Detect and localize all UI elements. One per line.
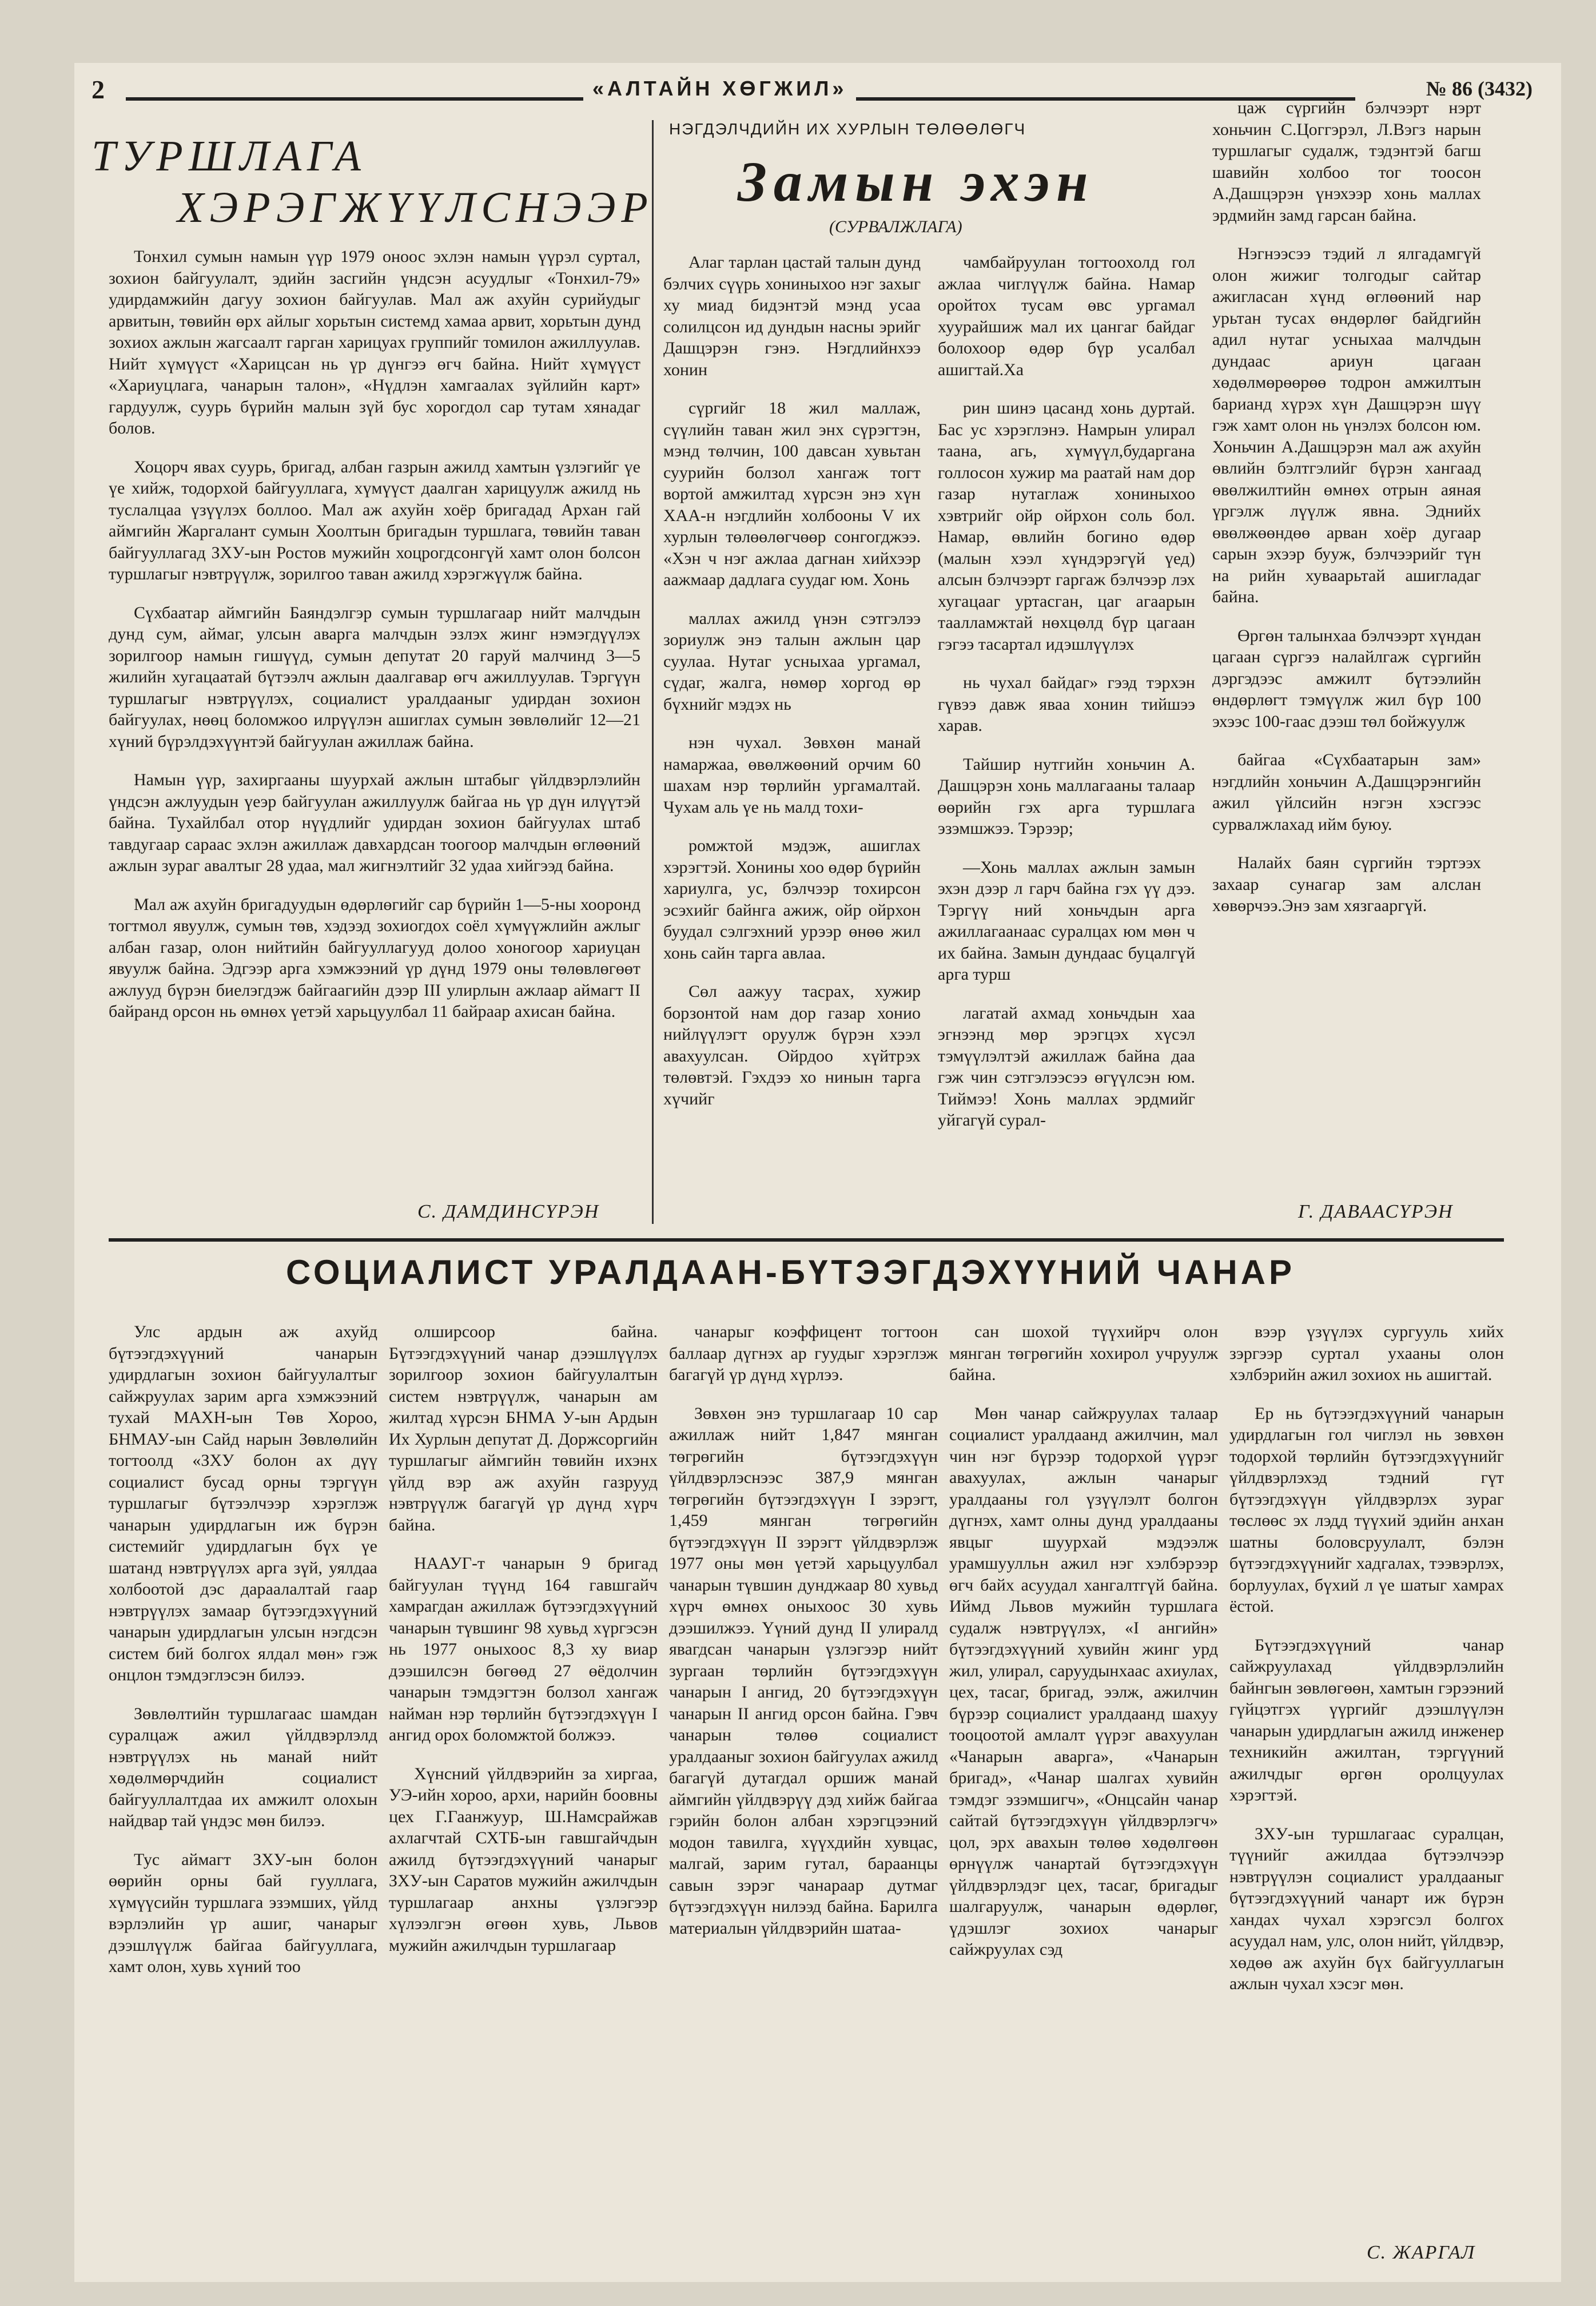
article2-paragraph: нь чухал байдаг» гээд тэрхэн гүвээ давж яваа хонин тийшээ харав. <box>938 673 1195 735</box>
article1-paragraph: Тонхил сумын намын үүр 1979 оноос эхлэн намын үүрэл суртал, зохион байгуулалт, эдийн засгийн үндсэн асуудлыг «Тонхил-79» удирдамжийн дагуу зохион байгуулав. Мал аж ахуйн сурийудыг арвитын, төвийн өрх айлыг хорьтын системд хамаа арвит, хорьтын дунд зохиох ажлын жагсаалт гарган харицуах группийг томилон ажиллуулав. Нийт хүмүүст «Харицсан нь үр дүнгээ өгч байна. Нийт хүмүүст «Хариуцлага, чанарын талон», «Нүдлэн хамгаалах зүйлийн карт» гардуулж, суурь бүрийн малын зүй бус хорогдол сар тутам хянадаг болов. <box>109 247 640 438</box>
article2-paragraph: маллах ажилд үнэн сэтгэлээ зориулж энэ талын ажлын цар суулаа. Нутаг усныхаа ургамал, сүдаг, жалга, нөмөр хоргод өр бүхнийг мэдэх нь <box>663 609 921 714</box>
article2-paragraph: Нэгнээсээ тэдий л ялгадамгүй олон жижиг толгодыг сайтар ажигласан хүнд өглөөний нар урьтан тусах өндөрлөг байдгийн адил нутаг усныхаа малчдын дундаас ариун цагаан хөдөлмөрөөрөө тодрон амжилтын барианд хүрэх хүн Дашцэрэн шүү гэж хамт олон нь үнэлэх болсон юм. Хоньчин А.Дашцэрэн мал аж ахуйн өвлийн бэлтгэлийг бүрэн хангаад өвөлжилтийн өмнөх отрын аяная үргэлж лүүлж явна. Эднийх өвөлжөөндөө арван хоёр дугаар сарын эхээр бууж, бэлчээрийг түн на рийн хуваарьтай ашигладаг байна. <box>1212 244 1481 606</box>
article2-paragraph: рин шинэ цасанд хонь дуртай. Бас ус хэрэглэнэ. Намрын улирал таана, агь, хүмүүл,бударгана голлосон хужир ма раатай нам дор газар нутаглаж хониныхоо хэвтрийг ойр ойрхон соль бол. Намар, өвлийн богино өдөр (малын хээл хүндэрэгүй үед) алсын бэлчээрт гаргаж бэлчээр лэх хугацааг уртасган, цаг агаарын таалламжтай нөхцөлд бүр цагаан гэгээ тасартал идэшлүүлэх <box>938 399 1195 654</box>
article3-paragraph: НААУГ-т чанарын 9 бригад байгуулан түүнд 164 гавшгайч хамрагдан ажиллаж бүтээгдэхүүний чанарын түвшинг 98 хувьд хүргэсэн нь 1977 оныхоос 8,3 ху виар дээшилсэн бөгөөд 27 өёдолчин чанарын тэмдэгтэн болзол хангаж найман нэр төрлийн бүтээгдэхүүн I ангид орох боломжтой болжээ. <box>389 1554 658 1744</box>
article2-column-2 <box>938 252 1195 1148</box>
article3-paragraph: олширсоор байна. Бүтээгдэхүүний чанар дээшлүүлэх зорилгоор зохион байгуулалтын систем нэвтрүүлж, чанарын ам жилтад хүрсэн БНМА У-ын Ардын Их Хурлын депутат Д. Доржсоргийн туршлагыг аймгийн төвийн ихэнх үйлд вэр аж ахуйн газрууд нэвтрүүлж багагүй үр дүнд хүрч байна. <box>389 1322 658 1534</box>
article3-paragraph: Мөн чанар сайжруулах талаар социалист уралдаанд ажилчин, мал чин нэг бүрээр тодорхой үүрэг авахуулах, ажлын чанарыг уралдааны гол үзүүлэлт болгон дүгнэх, хамт олны дунд уралдааны явцыг шуурхай мэдээлж урамшуулльн ажил нэг хэлбэрээр өгч байх асуудал хангалтгүй байна. Иймд Львов мужийн туршлага судалж нэвтрүүлэх, «I ангийн» бүтээгдэхүүний хувийн жинг урд жил, улирал, саруудынхаас ахиулах, цех, тасаг, бригад, ээлж, ажилчин бүрээр социалист уралдаанд шахуу тооцоотой амлалт үүрэг авахуулан «Чанарын аварга», «Чанарын бригад», «Чанар шалгах хувийн тэмдэг эзэмшигч», «Онцсайн чанар сайтай бүтээгдэхүүн үйлдвэрлэгч» цол, эрх авахын төлөө хөдөлгөөн өрнүүлж чанартай бүтээгдэхүүн үйлдвэрлэдэг цех, тасаг, бригадыг шалгаруулж, чанарын өдөрлөг, үдэшлэг зохиох чанарыг сайжруулах сэд <box>949 1404 1218 1959</box>
article3-paragraph: сан шохой түүхийрч олон мянган төгрөгийн хохирол учруулж байна. <box>949 1322 1218 1384</box>
article3-column-4 <box>949 1321 1218 1978</box>
article2-paragraph: чамбайруулан тогтоохолд гол ажлаа чиглүүлж байна. Намар оройтох тусам өвс ургамал хуурайшиж мал их цангаг байдаг болохоор өдөр бүр усалбал ашигтай.Ха <box>938 253 1195 379</box>
article2-paragraph: нэн чухал. Зөвхөн манай намаржаа, өвөлжөөний орчим 60 шахам нэр төрлийн ургамалтай. Чухам аль үе нь малд тохи- <box>663 733 921 817</box>
article2-kicker: НЭГДЭЛЧДИЙН ИХ ХУРЛЫН ТӨЛӨӨЛӨГЧ <box>669 120 1026 138</box>
article3-paragraph: Зөвлөлтийн туршлагаас шамдан суралцаж ажил үйлдвэрлэлд нэвтрүүлэх нь манай нийт хөдөлмөрчдийн социалист байгууллалтдаа их амжилт олохын найдвар тай үндэс мөн билээ. <box>109 1704 377 1830</box>
article1-paragraph: Хоцорч явах суурь, бригад, албан газрын ажилд хамтын үзлэгийг үе үе хийж, тодорхой байгууллага, хүмүүст даалган харицуулж ажилд нь туслалцаа үзүүлэх боллоо. Мал аж ахуйн хоёр бригадад Архан гай аймгийн Жаргалант сумын Хоолтын бригадын туршлага, төвийн таван байгууллагад ЗХУ-ын Ростов мужийн хоцрогдсонгүй хамт олон болсон туршлагыг нэвтрүүлж, зорилгоо таван ажилд хэрэгжүүлж байна. <box>109 457 640 583</box>
article3-paragraph: чанарыг коэффицент тогтоон баллаар дүгнэх ар гуудыг хэрэглэж багагүй үр дүнд хүрлээ. <box>669 1322 938 1384</box>
article3-paragraph: Тус аймагт ЗХУ-ын болон өөрийн орны бай гууллага, хүмүүсийн туршлага эзэмших, үйлд вэрлэлийн үр ашиг, чанарыг дээшлүүлж байгаа байгууллага, хамт олон, хувь хүний тоо <box>109 1850 377 1976</box>
article2-paragraph: лагатай ахмад хоньчдын хаа эгнээнд мөр эрэгцэх хүсэл тэмүүлэлтэй ажиллаж байна даа гэж чин сэтгэлээсээ өгүүлсэн юм. Тиймээ! Хонь маллах эрдмийг уйгагүй сурал- <box>938 1003 1195 1130</box>
article2-signature: Г. ДАВААСҮРЭН <box>1298 1201 1454 1222</box>
article3-paragraph: ЗХУ-ын туршлагаас суралцан, түүнийг ажилдаа бүтээлчээр нэвтрүүлэн социалист уралдааныг бүтээгдэхүүний чанарт иж бүрэн хандах чухал хэрэгсэл болгох асуудал нам, улс, олон нийт, үйлдвэр, хөдөө аж ахуйн бүх байгууллагын ажлын чухал хэсэг мөн. <box>1229 1824 1504 1993</box>
article3-paragraph: Улс ардын аж ахуйд бүтээгдэхүүний чанарын удирдлагын зохион байгуулалтыг сайжруулах зарим арга хэмжээний тухай МАХН-ын Төв Хороо, БНМАУ-ын Сайд нарын Зөвлөлийн тогтоолд «ЗХУ болон ах дүү социалист бусад орны тэргүүн туршлагыг бүтээлчээр хэрэглэж чанарын удирдлагын иж бүрэн системийг удирдлагын бүх үе шатанд нэвтрүүлэх арга зүй, уялдаа холбоотой дэс дараалалтай гаар нэвтрүүлэх замаар бүтээгдэхүүний чанарын удирдлагын улсын нэгдсэн систем бий болгох ялдал мөн» гэж онцлон тэмдэглэсэн билээ. <box>109 1322 377 1684</box>
article1-title-line1: ТУРШЛАГА <box>91 132 367 180</box>
article2-paragraph: байгаа «Сүхбаатарын зам» нэгдлийн хоньчин А.Дашцэрэнгийн ажил үйлсийн нэгэн хэсгээс сурвалжлахад ийм буюу. <box>1212 750 1481 834</box>
article3-column-5 <box>1229 1321 1504 2012</box>
article3-title: СОЦИАЛИСТ УРАЛДААН-БҮТЭЭГДЭХҮҮНИЙ ЧАНАР <box>286 1253 1295 1291</box>
article1-paragraph: Сүхбаатар аймгийн Баяндэлгэр сумын туршлагаар нийт малчдын дунд сум, аймаг, улсын аварга малчдын эзлэх жинг нэмэгдүүлэх зорилгоор намын гишүүд, сумын депутат 20 гаруй малчинд 3—5 жилийн хугацаатай бүтээлч ажлын даалгавар өгч ажиллуулав. Тэргүүн туршлагыг нэвтрүүлэх, социалист уралдааныг удирдан зохион байгуулах, нөөц боломжоо илрүүлэн ашиглах сумын зөвлөлийг 12—21 хүний бүрэлдэхүүнтэй байгуулан ажиллаж байна. <box>109 603 640 751</box>
article2-paragraph: Налайх баян сүргийн тэртээх захаар сунагар зам алслан хөвөрчээ.Энэ зам хязгааргүй. <box>1212 853 1481 915</box>
article1-paragraph: Намын үүр, захиргааны шуурхай ажлын штабыг үйлдвэрлэлийн үндсэн ажлуудын үеэр байгуулан ажиллуулж байгаа нь үр дүн илүүтэй байна. Тухайлбал отор нүүдлийг удирдан зохион байгуулах штаб тавдугаар сараас эхлэн ажиллаж давхардсан тоогоор малчдын өглөөний ажлын зураг авалтыг 28 удаа, мал жигнэлтийг 32 удаа хийгээд байна. <box>109 770 640 875</box>
page-number: 2 <box>91 75 105 104</box>
article3-paragraph: Зөвхөн энэ туршлагаар 10 сар ажиллаж нийт 1,847 мянган төгрөгийн бүтээгдэхүүн үйлдвэрлэснээс 387,9 мянган төгрөгийн бүтээгдэхүүн I зэрэгт, 1,459 мянган төгрөгийн бүтээгдэхүүн II зэрэгт үйлдвэрлэж 1977 оны мөн үетэй харьцуулбал чанарын түвшин дунджаар 80 хувьд хүрч өмнөх оныхоос 30 хувь дээшилжээ. Үүний дунд II улиралд явагдсан чанарын үзлэгээр нийт зургаан төрлийн бүтээгдэхүүн чанарын I ангид, 20 бүтээгдэхүүн чанарын II ангид орсон байна. Гэвч чанарын төлөө социалист уралдааныг зохион байгуулах ажилд багагүй дутагдал оршиж манай аймгийн үйлдвэрүү дэд хийж байгаа гэрийн болон албан хэрэгцээний модон тавилга, хүүхдийн хувцас, малгай, зарим гутал, бараанцы савын зэрэг чанараар дутмаг бүтээгдэхүүн нилээд байна. Барилга материалын үйлдвэрийн шатаа- <box>669 1404 938 1938</box>
article1-title-line2: ХЭРЭГЖҮҮЛСНЭЭР <box>177 184 654 232</box>
article3-paragraph: вээр үзүүлэх сургууль хийх зэргээр суртал ухааны олон хэлбэрийн ажил зохиох нь ашигтай. <box>1229 1322 1504 1384</box>
article2-paragraph: цаж сүргийн бэлчээрт нэрт хоньчин С.Цоггэрэл, Л.Вэгз нарын туршлагыг судалж, тэдэнтэй багш шавийн холбоо тог тоосон А.Дашцэрэн үнэхээр хонь маллах эрдмийн замд гарсан байна. <box>1212 98 1481 225</box>
column-rule <box>652 120 654 1224</box>
article3-paragraph: Ер нь бүтээгдэхүүний чанарын удирдлагын гол чиглэл нь зөвхөн тодорхой төрлийн бүтээгдэхүүнийг үйлдвэрлэхэд тэдний гүт бүтээгдэхүүн үйлдвэрлэх зураг төслөөс эх лэдд түүхий эдийн анхан шатны боловсруулалт, бэлэн бүтээгдэхүүнийг хадгалах, тээвэрлэх, борлуулах, бүхий л үе шатыг хамрах ёстой. <box>1229 1404 1504 1616</box>
article2-column-1 <box>663 252 921 1127</box>
article1-paragraph: Мал аж ахуйн бригадуудын өдөрлөгийг сар бүрийн 1—5-ны хооронд тогтмол явуулж, сумын төв, хэдээд зохиогдох соёл хүмүүжлийн ажлыг албан газар, олон нийтийн байгууллагууд долоо хоногоор хариуцан явуулж байна. Эдгээр арга хэмжээний үр дүнд 1979 оны төлөвлөгөөт ажлууд бүрэн биелэгдэж байгаагийн дээр III улирлын ажлаар аймагт II байранд орсон нь өмнөх үетэй харьцуулбал 11 байраар ахисан байна. <box>109 894 640 1021</box>
article2-paragraph: Өргөн талынхаа бэлчээрт хүндан цагаан сүргээ налайлгаж сүргийн дэргэдээс амжилт бүтээлийн өндөрлөгт тэмүүлж жил бүр 100 эхээс 100-гаас дээш төл бойжуулж <box>1212 626 1481 731</box>
article3-column-1 <box>109 1321 377 1995</box>
article2-paragraph: Тайшир нутгийн хоньчин А. Дашцэрэн хонь маллагааны талаар өөрийн гэх арга туршлага эзэмшжээ. Тэрээр; <box>938 754 1195 838</box>
article1-signature: С. ДАМДИНСҮРЭН <box>417 1201 600 1222</box>
article3-column-2 <box>389 1321 658 1973</box>
article3-paragraph: Бүтээгдэхүүний чанар сайжруулахад үйлдвэрлэлийн байнгын зөвлөгөөн, хамтын гэрээний гүйцэтгэх үүргийг дээшлүүлэн чанарын удирдлагын ажилд инженер техникийн ажилтан, тэргүүний ажилчдыг өргөн оролцуулах хэрэгтэй. <box>1229 1635 1504 1804</box>
article2-paragraph: Алаг тарлан цастай талын дунд бэлчих сүүрь хониныхоо нэг захыг ху миад бидэнтэй мэнд усаа солилцсон ид дундын насны эрийг Дашцэрэн гэнэ. Нэгдлийнхээ хонин <box>663 253 921 379</box>
newspaper-name: «АЛТАЙН ХӨГЖИЛ» <box>583 77 856 101</box>
article2-column-3 <box>1212 97 1481 934</box>
article2-paragraph: сүргийг 18 жил маллаж, сүүлийн таван жил энх сүрэгтэн, мэнд төлчин, 100 давсан хувьтан суурийн болзол хангаж тогт вортой амжилтад хүрсэн энэ хүн ХАА-н нэгдлийн холбооны V их хурлын төлөөлөгчөөр сонгогджээ. «Хэн ч нэг ажлаа дагнан хийхээр аажмаар дадлага суудаг юм. Хонь <box>663 399 921 589</box>
article2-paragraph: ромжтой мэдэж, ашиглах хэрэгтэй. Хонины хоо өдөр бүрийн хариулга, ус, бэлчээр тохирсон эсэхийг байнга ажиж, ойр ойрхон буудал сэлгэхний урээр өнөө жил хонь сайн тарга авлаа. <box>663 836 921 963</box>
article3-column-3 <box>669 1321 938 1956</box>
article2-genre: (СУРВАЛЖЛАГА) <box>829 217 962 236</box>
article3-paragraph: Хүнсний үйлдвэрийн за хиргаа, УЭ-ийн хороо, архи, нарийн боовны цех Г.Гаанжуур, Ш.Намсрайжав ахлагчтай СХТБ-ын гавшгайчдын ажилд бүтээгдэхүүний чанарыг ЗХУ-ын Саратов мужийн ажилчдын туршлагаар анхны үзлэгээр хүлээлгэн өгөөн хувь, Львов мужийн ажилчдын туршлагаар <box>389 1764 658 1955</box>
article1-body <box>109 246 640 1040</box>
article2-paragraph: —Хонь маллах ажлын замын эхэн дээр л гарч байна гэх үү дээ. Тэргүү ний хоньчдын арга ажиллагаанаас суралцах юм мөн ч их байна. Замын дундаас буцалгүй арга турш <box>938 857 1195 984</box>
newspaper-page <box>74 63 1561 2282</box>
issue-number: № 86 (3432) <box>1426 77 1533 100</box>
article2-paragraph: Сөл аажуу тасрах, хужир борзонтой нам дор газар хонио нийлүүлэгт оруулж бүрэн хээл авахуулсан. Ойрдоо хүйтрэх төлөвтэй. Гэхдээ хо нинын тарга хүчийг <box>663 982 921 1108</box>
article2-title: Замын эхэн <box>738 150 1095 213</box>
section-rule <box>109 1238 1504 1242</box>
article3-signature: С. ЖАРГАЛ <box>1367 2242 1476 2263</box>
